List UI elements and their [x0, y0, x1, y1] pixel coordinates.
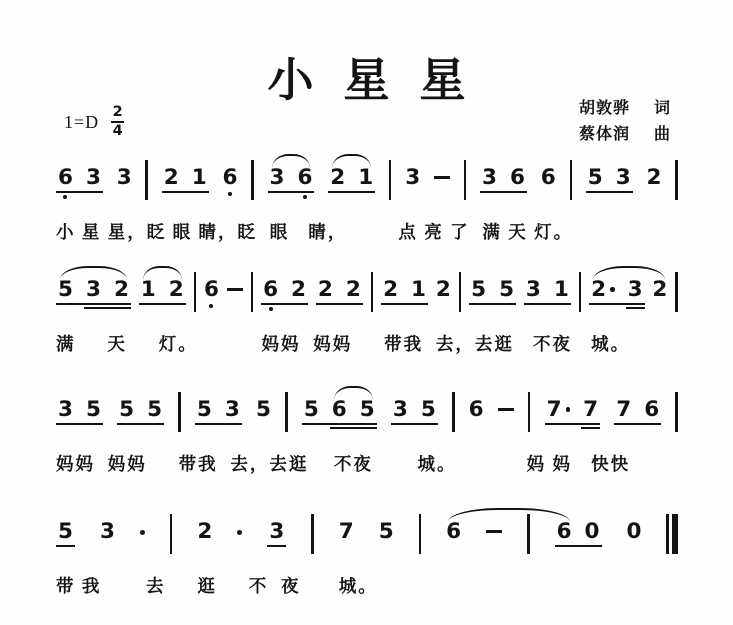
beam-group	[614, 399, 661, 425]
time-signature	[111, 106, 124, 138]
note-digit: 3	[269, 519, 285, 544]
note	[616, 399, 631, 420]
beam-group	[480, 167, 527, 193]
slur-arc	[448, 508, 569, 522]
duration-dash	[434, 176, 450, 179]
beam-group	[195, 399, 242, 425]
note-digit: 2	[652, 277, 668, 302]
note-digit: 6	[58, 165, 73, 190]
barline	[675, 160, 678, 200]
barline	[251, 272, 254, 312]
note	[482, 167, 497, 188]
system-4	[56, 521, 678, 598]
augmentation-dot	[610, 287, 615, 292]
slur-arc	[593, 266, 665, 280]
beam-group	[381, 279, 428, 305]
beam-group	[469, 279, 516, 305]
final-barline-thick	[672, 514, 678, 554]
note-digit: 6	[556, 519, 572, 544]
barline	[389, 160, 392, 200]
system-2	[56, 279, 678, 356]
note-digit: 2	[435, 277, 451, 302]
note-digit: 2	[168, 277, 184, 302]
slur-arc	[334, 386, 373, 400]
note-digit: 5	[303, 397, 319, 422]
barline	[371, 272, 374, 312]
barline	[170, 514, 173, 554]
note	[383, 279, 398, 300]
barline	[178, 392, 181, 432]
note	[58, 167, 73, 188]
note-digit: 7	[546, 397, 562, 422]
note	[547, 399, 570, 420]
beam-group	[56, 399, 103, 425]
note-digit: 5	[499, 277, 515, 302]
note	[147, 399, 162, 420]
note-digit: 3	[482, 165, 497, 190]
low-octave-dot	[303, 195, 307, 199]
note-digit: 3	[627, 277, 643, 302]
barline	[452, 392, 455, 432]
note	[330, 167, 345, 188]
final-barline-thin	[666, 514, 669, 554]
note-digit: 6	[446, 519, 462, 544]
note-digit: 5	[378, 519, 394, 544]
note	[192, 167, 207, 188]
note	[204, 279, 219, 300]
note	[436, 279, 451, 300]
final-barline	[666, 514, 678, 554]
note	[169, 279, 184, 300]
beam-group	[162, 167, 209, 193]
note	[411, 279, 426, 300]
beam-group	[302, 399, 377, 425]
note	[358, 167, 373, 188]
note-digit: 0	[584, 519, 600, 544]
lyrics-line: 带 我 去 逛 不 夜 城。	[56, 576, 378, 596]
beam-group	[261, 279, 308, 305]
lyrics-line: 妈妈 妈妈 带我 去，去逛 不夜 城。 妈 妈 快快	[56, 454, 631, 474]
lyrics-line: 小 星 星，眨 眼 睛，眨 眼 睛， 点 亮 了 满 天 灯。	[56, 222, 574, 242]
note-digit: 6	[540, 165, 556, 190]
note-digit: 3	[615, 165, 631, 190]
note-digit: 3	[99, 519, 115, 544]
barline	[579, 272, 582, 312]
page-title: 小星星	[267, 55, 496, 106]
low-octave-dot	[269, 307, 273, 311]
credits	[579, 96, 671, 148]
augmentation-dot	[566, 407, 571, 412]
note	[591, 279, 614, 300]
note	[119, 399, 134, 420]
note	[588, 167, 603, 188]
note	[297, 167, 312, 188]
composer-role: 曲	[653, 126, 671, 143]
note	[86, 279, 101, 300]
note	[304, 399, 319, 420]
barline	[285, 392, 288, 432]
slur-arc	[332, 154, 371, 168]
note	[141, 279, 156, 300]
note-digit: 2	[345, 277, 361, 302]
key-signature	[64, 106, 124, 138]
augmentation-dot	[237, 530, 242, 535]
note-digit: 5	[587, 165, 603, 190]
beam-group	[267, 521, 286, 547]
beam-group	[56, 167, 103, 193]
duration-dash	[486, 530, 502, 533]
note-digit: 2	[197, 519, 213, 544]
note	[652, 279, 667, 300]
beam-group	[139, 279, 186, 305]
note	[197, 521, 212, 542]
note-digit: 5	[420, 397, 436, 422]
note-digit: 2	[330, 165, 346, 190]
note	[471, 279, 486, 300]
lyrics-line: 满 天 灯。 妈妈 妈妈 带我 去，去逛 不夜 城。	[56, 334, 631, 354]
beam-group	[524, 279, 571, 305]
beam-group	[117, 399, 164, 425]
note	[222, 167, 237, 188]
note-digit: 3	[405, 165, 421, 190]
note-digit: 5	[256, 397, 271, 422]
note	[58, 279, 73, 300]
notation-line	[56, 399, 678, 439]
note	[339, 521, 354, 542]
composer-credit	[579, 122, 671, 148]
notation-line	[56, 167, 678, 207]
lyricist-credit	[579, 96, 671, 122]
barline	[528, 392, 531, 432]
sixteenth-beam	[581, 427, 600, 430]
note	[405, 167, 420, 188]
note	[393, 399, 408, 420]
note-digit: 5	[58, 519, 73, 544]
note	[510, 167, 525, 188]
duration-dash	[227, 288, 243, 291]
note-digit: 1	[553, 277, 569, 302]
barline	[675, 272, 678, 312]
note	[647, 167, 662, 188]
barline	[459, 272, 462, 312]
note	[628, 279, 643, 300]
note-digit: 6	[203, 277, 219, 302]
barline	[194, 272, 197, 312]
note-digit: 1	[358, 165, 374, 190]
barline	[570, 160, 573, 200]
note	[499, 279, 514, 300]
beam-group	[56, 279, 131, 305]
note	[360, 399, 375, 420]
note	[256, 399, 271, 420]
note-digit: 5	[471, 277, 487, 302]
duration-dash	[498, 408, 514, 411]
barline	[464, 160, 467, 200]
notation-line	[56, 521, 678, 561]
low-octave-dot	[209, 304, 213, 308]
note	[86, 399, 101, 420]
note	[269, 521, 284, 542]
note-digit: 6	[644, 397, 660, 422]
barline	[251, 160, 254, 200]
note-digit: 1	[411, 277, 426, 302]
barline	[311, 514, 314, 554]
note-digit: 6	[468, 397, 484, 422]
note-digit: 2	[113, 277, 129, 302]
note	[100, 521, 115, 542]
note-digit: 5	[119, 397, 135, 422]
lyricist-name: 胡敦骅	[579, 100, 631, 117]
augmentation-dot	[140, 530, 145, 535]
note	[117, 167, 132, 188]
composer-name: 蔡体润	[579, 126, 631, 143]
note-digit: 5	[147, 397, 163, 422]
note-digit: 7	[338, 519, 354, 544]
note	[541, 167, 556, 188]
barline	[145, 160, 148, 200]
note-digit: 6	[510, 165, 525, 190]
note	[263, 279, 278, 300]
note-digit: 2	[163, 165, 179, 190]
beam-group	[586, 167, 633, 193]
note	[291, 279, 306, 300]
note-digit: 7	[583, 397, 599, 422]
notation-line	[56, 279, 678, 319]
system-3	[56, 399, 678, 476]
note-digit: 6	[331, 397, 347, 422]
note	[585, 521, 600, 542]
beam-group	[268, 167, 315, 193]
time-signature-numerator: 2	[112, 104, 123, 120]
note-digit: 1	[140, 277, 156, 302]
note	[446, 521, 461, 542]
note-digit: 3	[525, 277, 541, 302]
note-digit: 2	[646, 165, 662, 190]
slur-arc	[60, 266, 127, 280]
low-octave-dot	[63, 195, 67, 199]
note	[197, 399, 212, 420]
note-digit: 2	[291, 277, 306, 302]
note-digit: 3	[85, 277, 101, 302]
slur-arc	[272, 154, 311, 168]
note-digit: 6	[297, 165, 313, 190]
sixteenth-beam	[330, 427, 377, 430]
sixteenth-beam	[626, 307, 645, 310]
low-octave-dot	[228, 192, 232, 196]
note	[379, 521, 394, 542]
note	[469, 399, 484, 420]
note	[421, 399, 436, 420]
time-signature-denominator: 4	[112, 123, 123, 139]
slur-arc	[143, 266, 182, 280]
beam-group	[391, 399, 438, 425]
key-label: 1=D	[64, 111, 100, 132]
note	[616, 167, 631, 188]
note	[58, 521, 73, 542]
barline	[419, 514, 422, 554]
lyricist-role: 词	[653, 100, 671, 117]
note-digit: 3	[392, 397, 408, 422]
note-digit: 5	[359, 397, 375, 422]
sixteenth-beam	[84, 307, 131, 310]
note	[346, 279, 361, 300]
note	[164, 167, 179, 188]
note-digit: 3	[269, 165, 285, 190]
note	[58, 399, 73, 420]
note-digit: 3	[58, 397, 73, 422]
note-digit: 5	[58, 277, 73, 302]
note-digit: 3	[224, 397, 240, 422]
note-digit: 2	[383, 277, 399, 302]
note	[626, 521, 641, 542]
note-digit: 6	[222, 165, 238, 190]
note-digit: 5	[196, 397, 212, 422]
note	[554, 279, 569, 300]
beam-group	[589, 279, 644, 305]
barline	[675, 392, 678, 432]
note	[332, 399, 347, 420]
note-digit: 2	[317, 277, 333, 302]
note	[318, 279, 333, 300]
note-digit: 2	[591, 277, 607, 302]
note	[526, 279, 541, 300]
note-digit: 7	[616, 397, 632, 422]
note	[114, 279, 129, 300]
note-digit: 3	[116, 165, 132, 190]
note-digit: 6	[263, 277, 279, 302]
note	[644, 399, 659, 420]
beam-group	[316, 279, 363, 305]
note	[583, 399, 598, 420]
note	[86, 167, 101, 188]
note-digit: 5	[85, 397, 101, 422]
beam-group	[545, 399, 600, 425]
beam-group	[56, 521, 75, 547]
system-1	[56, 167, 678, 244]
note	[557, 521, 572, 542]
note	[225, 399, 240, 420]
note	[270, 167, 285, 188]
note-digit: 3	[85, 165, 101, 190]
beam-group	[555, 521, 602, 547]
note-digit: 0	[626, 519, 642, 544]
note-digit: 1	[191, 165, 207, 190]
beam-group	[328, 167, 375, 193]
